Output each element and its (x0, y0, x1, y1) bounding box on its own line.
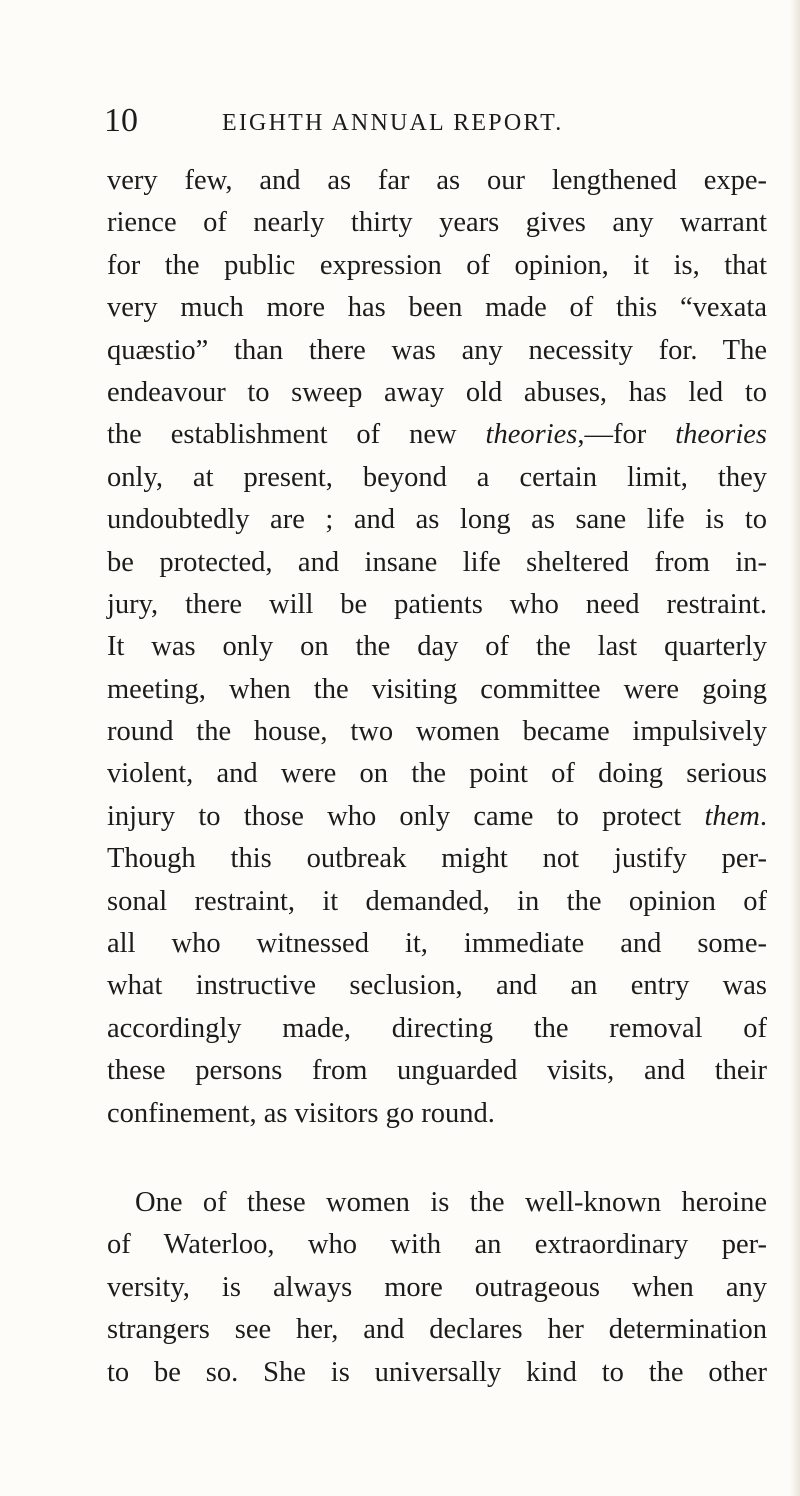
text-line: injury to those who only came to protect them. (107, 800, 767, 832)
text-line: for the public expression of opinion, it is, that (107, 249, 767, 281)
paragraph-gap (107, 1135, 767, 1182)
text-line: very much more has been made of this “vexata (107, 292, 767, 324)
body-text (107, 160, 767, 1394)
text-line: very few, and as far as our lengthened expe- (107, 165, 767, 196)
text-line: confinement, as visitors go round. (107, 1097, 495, 1129)
text-line: versity, is always more outrageous when any (107, 1271, 767, 1303)
text-line: to be so. She is universally kind to the other (107, 1356, 767, 1388)
page-number: 10 (104, 102, 138, 139)
text-line: undoubtedly are ; and as long as sane life is to (107, 504, 767, 536)
text-line: only, at present, beyond a certain limit, they (107, 461, 767, 493)
text-line: strangers see her, and declares her determination (107, 1314, 767, 1346)
text-line: rience of nearly thirty years gives any warrant (107, 207, 767, 239)
text-line: accordingly made, directing the removal of (107, 1012, 767, 1044)
page-edge-shadow (790, 0, 800, 1496)
page-header (104, 101, 768, 141)
text-line: the establishment of new theories,—for theories (107, 419, 768, 451)
text-line: round the house, two women became impulsively (107, 716, 767, 748)
text-line: be protected, and insane life sheltered from in- (107, 546, 767, 578)
text-line: jury, there will be patients who need restraint. (107, 588, 767, 620)
text-line: these persons from unguarded visits, and their (107, 1055, 767, 1087)
text-line: It was only on the day of the last quarterly (107, 631, 767, 663)
paragraph-2 (107, 1182, 767, 1394)
text-line: Though this outbreak might not justify per- (107, 843, 767, 875)
text-line: quæstio” than there was any necessity for. The (107, 334, 767, 366)
paragraph-1 (107, 160, 767, 1135)
running-title: EIGHTH ANNUAL REPORT. (222, 110, 564, 136)
text-line: violent, and were on the point of doing serious (107, 758, 767, 790)
text-line: all who witnessed it, immediate and some- (107, 928, 767, 960)
text-line: endeavour to sweep away old abuses, has led to (107, 376, 767, 408)
text-line: meeting, when the visiting committee were going (107, 673, 767, 705)
text-line: of Waterloo, who with an extraordinary per- (107, 1229, 767, 1261)
text-line: what instructive seclusion, and an entry was (107, 970, 767, 1002)
text-line: sonal restraint, it demanded, in the opinion of (107, 885, 767, 917)
text-line: One of these women is the well-known heroine (135, 1186, 767, 1218)
